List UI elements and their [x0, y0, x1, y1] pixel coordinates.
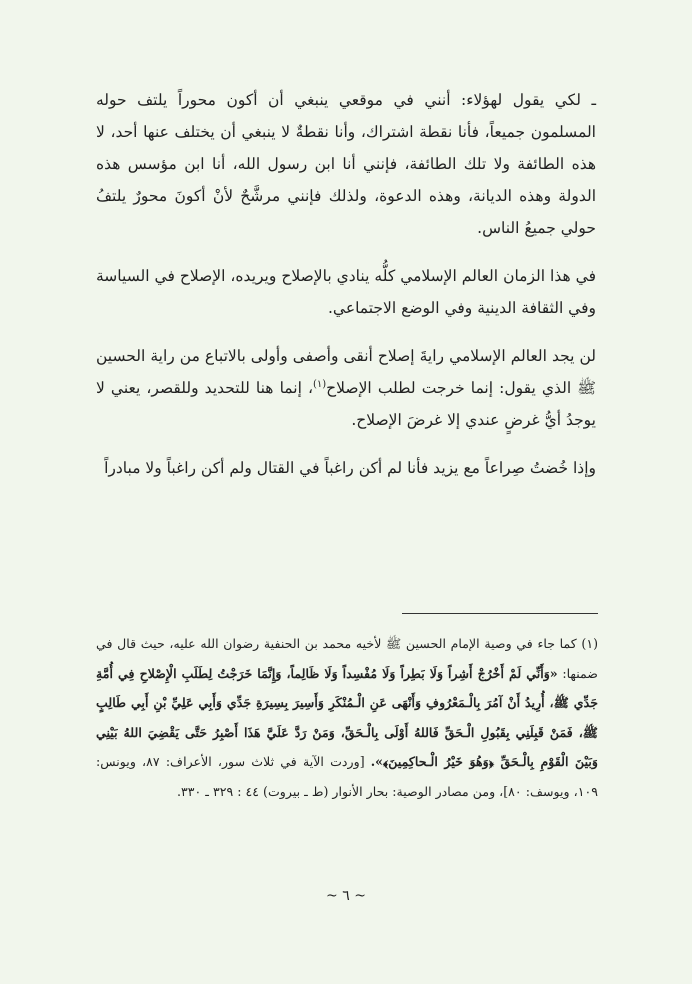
paragraph-2: في هذا الزمان العالم الإسلامي كلُّه ينادي بالإصلاح ويريده، الإصلاح في السياسة وفي الثقافة الدينية وفي الوضع الاجتماعي.: [96, 267, 596, 317]
paragraph-1: ـ لكي يقول لهؤلاء: أنني في موقعي ينبغي أن أكون محوراً يلتف حوله المسلمون جميعاً، فأنا نقطة اشتراك، وأنا نقطةٌ لا ينبغي أن يختلف عنها أحد، لا هذه الطائفة ولا تلك الطائفة، فإنني أنا ابن رسول الله، أنا ابن مؤسس هذه الدولة وهذه الديانة، وهذه الدعوة، ولذلك فإنني مرشَّحٌ لأنْ أكونَ محورٌ يلتفُ حولي جميعُ الناس.: [96, 91, 596, 237]
paragraph-3: [96, 340, 596, 436]
footnote-intro: (١) كما جاء في وصية الإمام الحسين ﷺ لأخيه محمد بن الحنفية رضوان الله عليه، حيث قال في ضمنها:: [96, 636, 598, 681]
paragraph-4: وإذا خُضتُ صِراعاً مع يزيد فأنا لم أكن راغباً في القتال ولم أكن راغباً ولا مبادراً: [104, 459, 596, 477]
main-text: [96, 84, 596, 484]
footnote-reference[interactable]: (١): [312, 378, 327, 390]
footnote-divider: [402, 613, 598, 614]
page-number: ~ ٦ ~: [326, 888, 366, 904]
footnote-citation: [وردت الآية في ثلاث سور، الأعراف: ٨٧، ويونس: ١٠٩، ويوسف: ٨٠]، ومن مصادر الوصية: بحار الأنوار (ط ـ بيروت) ٤٤ : ٣٢٩ ـ ٣٣٠.: [96, 754, 598, 799]
paragraph-3-text-before: لن يجد العالم الإسلامي رايةَ إصلاح أنقى وأصفى وأولى بالاتباع من راية الحسين ﷺ الذي يقول: إنما خرجت لطلب الإصلاح: [96, 347, 596, 397]
footnote-quote: «وَأَنِّي لَمْ أَخْرُجْ أَشِراً وَلَا بَطِراً وَلَا مُفْسِداً وَلَا ظَالِماً، وَإِنَّمَا خَرَجْتُ لِطَلَبِ الْإِصْلاحِ فِي أُمَّةِ جَدِّي ﷺ، أُرِيدُ أَنْ آمُرَ بِالْـمَعْرُوفِ وَأَنْهَى عَنِ الْـمُنْكَرِ وَأَسِيرَ بِسِيرَةِ جَدِّي وَأَبِي عَلِيِّ بْنِ أَبِي طَالِبٍ ﷺ، فَمَنْ قَبِلَنِي بِقَبُولِ الْـحَقِّ فَاللهُ أَوْلَى بِالْـحَقِّ، وَمَنْ رَدَّ عَلَيَّ هَذَا أَصْبِرُ حَتَّى يَقْضِيَ اللهُ بَيْنِي وَبَيْنَ الْقَوْمِ بِالْـحَقِّ ﴿وَهُوَ خَيْرُ الْـحاكِمِينَ﴾».: [96, 665, 599, 769]
paragraph-3-text-after: ، إنما هنا للتحديد وللقصر، يعني لا يوجدُ أيُّ غرضٍ عندي إلا غرضَ الإصلاح.: [96, 379, 596, 429]
footnote: [96, 629, 598, 806]
footnote-body: [96, 629, 598, 806]
